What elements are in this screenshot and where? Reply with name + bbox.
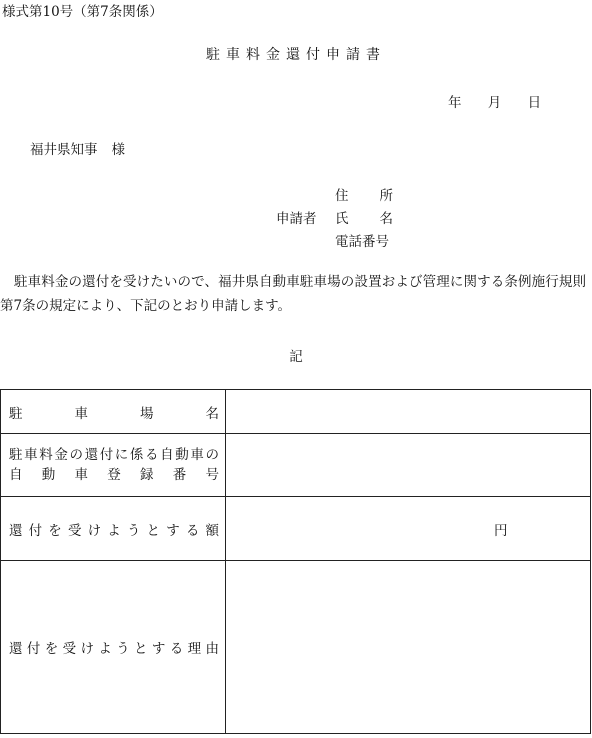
- parking-lot-input-cell[interactable]: [226, 390, 591, 434]
- date-line: [448, 91, 541, 111]
- addressee-honorific: 様: [111, 142, 125, 158]
- table-row: [1, 390, 591, 434]
- vehicle-label-cell: [1, 434, 226, 497]
- vehicle-label-line2: 自動車登録番号: [9, 467, 219, 483]
- name-label: 氏名: [335, 211, 393, 227]
- address-label: 住所: [335, 188, 393, 204]
- table-row: [1, 434, 591, 497]
- amount-label-cell: [1, 497, 226, 561]
- amount-label: 還付を受けようとする額: [9, 522, 219, 539]
- application-table: [0, 389, 591, 734]
- reason-label: 還付を受けようとする理由: [9, 641, 219, 657]
- date-month: 月: [487, 95, 502, 111]
- applicant-label: 申請者: [276, 211, 317, 227]
- phone-label: 電話番号: [335, 234, 389, 250]
- table-row: [1, 561, 591, 734]
- date-day: 日: [527, 95, 542, 111]
- ki-heading: 記: [289, 349, 303, 365]
- addressee-name: 福井県知事: [30, 142, 98, 158]
- addressee: [30, 138, 125, 158]
- table-row: [1, 497, 591, 561]
- yen-unit: 円: [494, 522, 508, 539]
- vehicle-label-line1: 駐車料金の還付に係る自動車の: [9, 447, 219, 463]
- amount-input-cell[interactable]: [226, 497, 591, 561]
- form-number: 様式第10号（第7条関係）: [2, 4, 163, 20]
- vehicle-number-input-cell[interactable]: [226, 434, 591, 497]
- application-statement: 駐車料金の還付を受けたいので、福井県自動車駐車場の設置および管理に関する条例施行規則第7条の規定により、下記のとおり申請します。: [0, 274, 586, 314]
- date-year: 年: [448, 95, 462, 111]
- parking-lot-label: 駐車場名: [9, 405, 219, 422]
- reason-input-cell[interactable]: [226, 561, 591, 734]
- parking-lot-label-cell: [1, 390, 226, 434]
- reason-label-cell: [1, 561, 226, 734]
- document-title: 駐車料金還付申請書: [206, 47, 386, 63]
